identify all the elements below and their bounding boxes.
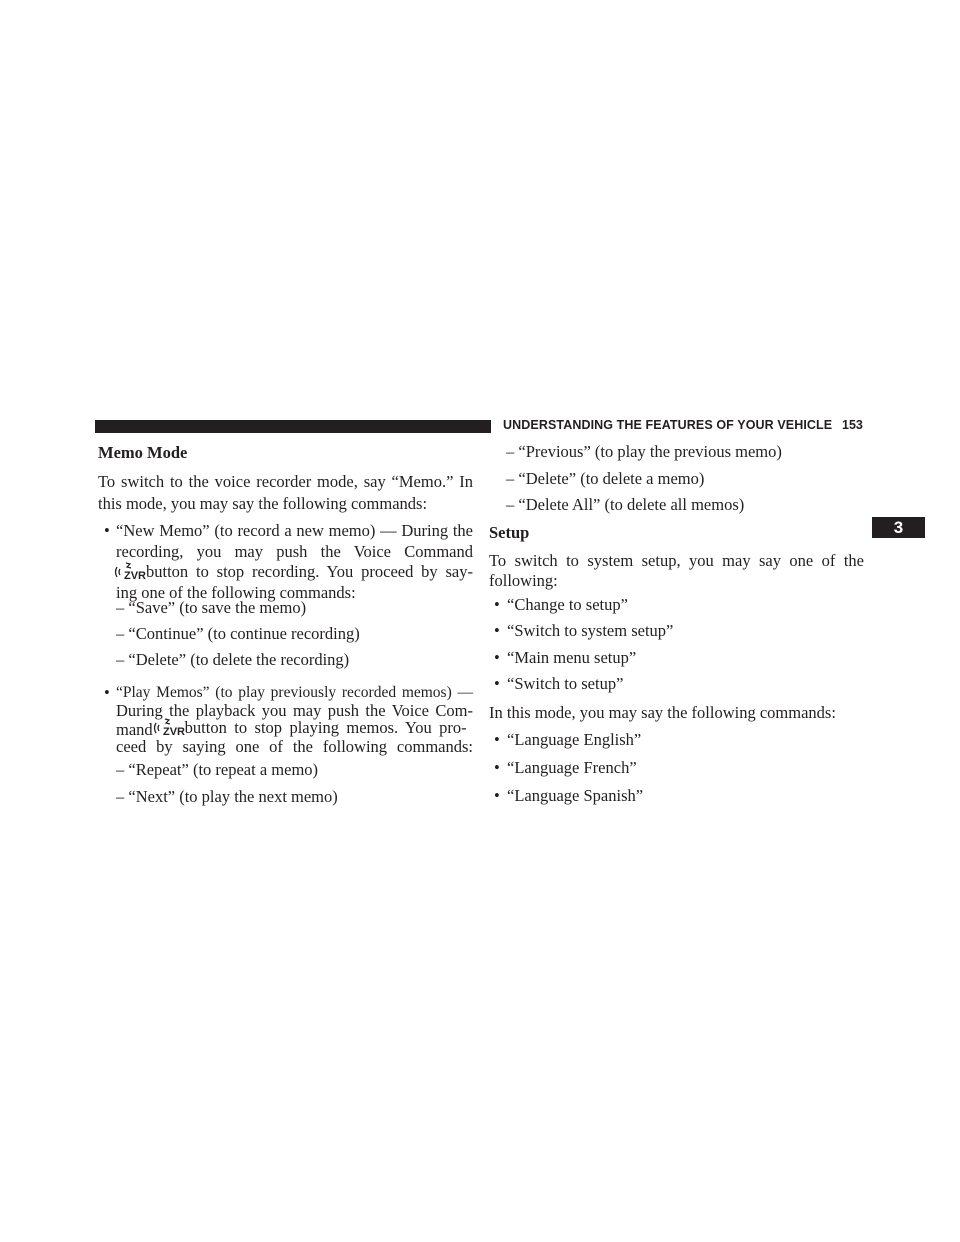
bullet-icon: •	[494, 621, 500, 640]
play-memos-line: mand	[116, 720, 153, 739]
setup-intro-line: To switch to system setup, you may say one of the	[489, 551, 864, 570]
setup-intro-line: following:	[489, 571, 558, 590]
sub-command-previous: – “Previous” (to play the previous memo)	[506, 442, 782, 461]
bullet-icon: •	[494, 758, 500, 777]
play-memos-line: “Play Memos” (to play previously recorded memos) —	[116, 684, 473, 701]
bullet-icon: •	[494, 730, 500, 749]
play-memos-line: ceed by saying one of the following commands:	[116, 737, 473, 756]
memo-mode-heading: Memo Mode	[98, 443, 188, 462]
play-memos-line: During the playback you may push the Voice Com-	[116, 701, 473, 720]
svg-text:ZVR: ZVR	[162, 726, 185, 738]
new-memo-line: recording, you may push the Voice Command	[116, 542, 473, 561]
new-memo-line-with-icon	[114, 562, 473, 584]
mode-intro: In this mode, you may say the following commands:	[489, 703, 836, 722]
intro-line: this mode, you may say the following commands:	[98, 494, 428, 513]
bullet-icon: •	[494, 786, 500, 805]
play-memos-line: button to stop playing memos. You pro-	[184, 718, 467, 737]
setup-item: “Change to setup”	[507, 595, 628, 614]
sub-command-delete: – “Delete” (to delete the recording)	[116, 650, 350, 669]
voice-command-icon	[114, 562, 146, 582]
new-memo-line: “New Memo” (to record a new memo) — During the	[116, 521, 473, 540]
header-title: UNDERSTANDING THE FEATURES OF YOUR VEHICLE	[503, 418, 833, 432]
bullet-icon: •	[494, 648, 500, 667]
sub-command-repeat: – “Repeat” (to repeat a memo)	[116, 760, 319, 779]
voice-command-icon	[153, 718, 185, 738]
bullet-icon: •	[104, 521, 110, 540]
bullet-icon: •	[494, 595, 500, 614]
setup-item: “Main menu setup”	[507, 648, 637, 667]
setup-item: “Switch to system setup”	[507, 621, 674, 640]
sub-command-next: – “Next” (to play the next memo)	[116, 787, 338, 806]
language-item: “Language English”	[507, 730, 642, 749]
bullet-icon: •	[104, 683, 110, 702]
sub-command-continue: – “Continue” (to continue recording)	[116, 624, 360, 643]
intro-line: To switch to the voice recorder mode, say “Memo.” In	[98, 472, 473, 491]
header-rule	[95, 420, 491, 433]
new-memo-line: button to stop recording. You proceed by say-	[146, 562, 473, 581]
setup-item: “Switch to setup”	[507, 674, 624, 693]
page-number: 153	[842, 418, 863, 432]
setup-heading: Setup	[489, 523, 530, 542]
language-item: “Language Spanish”	[507, 786, 644, 805]
language-item: “Language French”	[507, 758, 637, 777]
sub-command-delete-all: – “Delete All” (to delete all memos)	[506, 495, 745, 514]
sub-command-save: – “Save” (to save the memo)	[116, 598, 307, 617]
chapter-tab: 3	[872, 517, 925, 538]
svg-text:ZVR: ZVR	[124, 570, 146, 582]
sub-command-delete-memo: – “Delete” (to delete a memo)	[506, 469, 705, 488]
new-memo-line: ing one of the following commands:	[116, 583, 356, 602]
bullet-icon: •	[494, 674, 500, 693]
